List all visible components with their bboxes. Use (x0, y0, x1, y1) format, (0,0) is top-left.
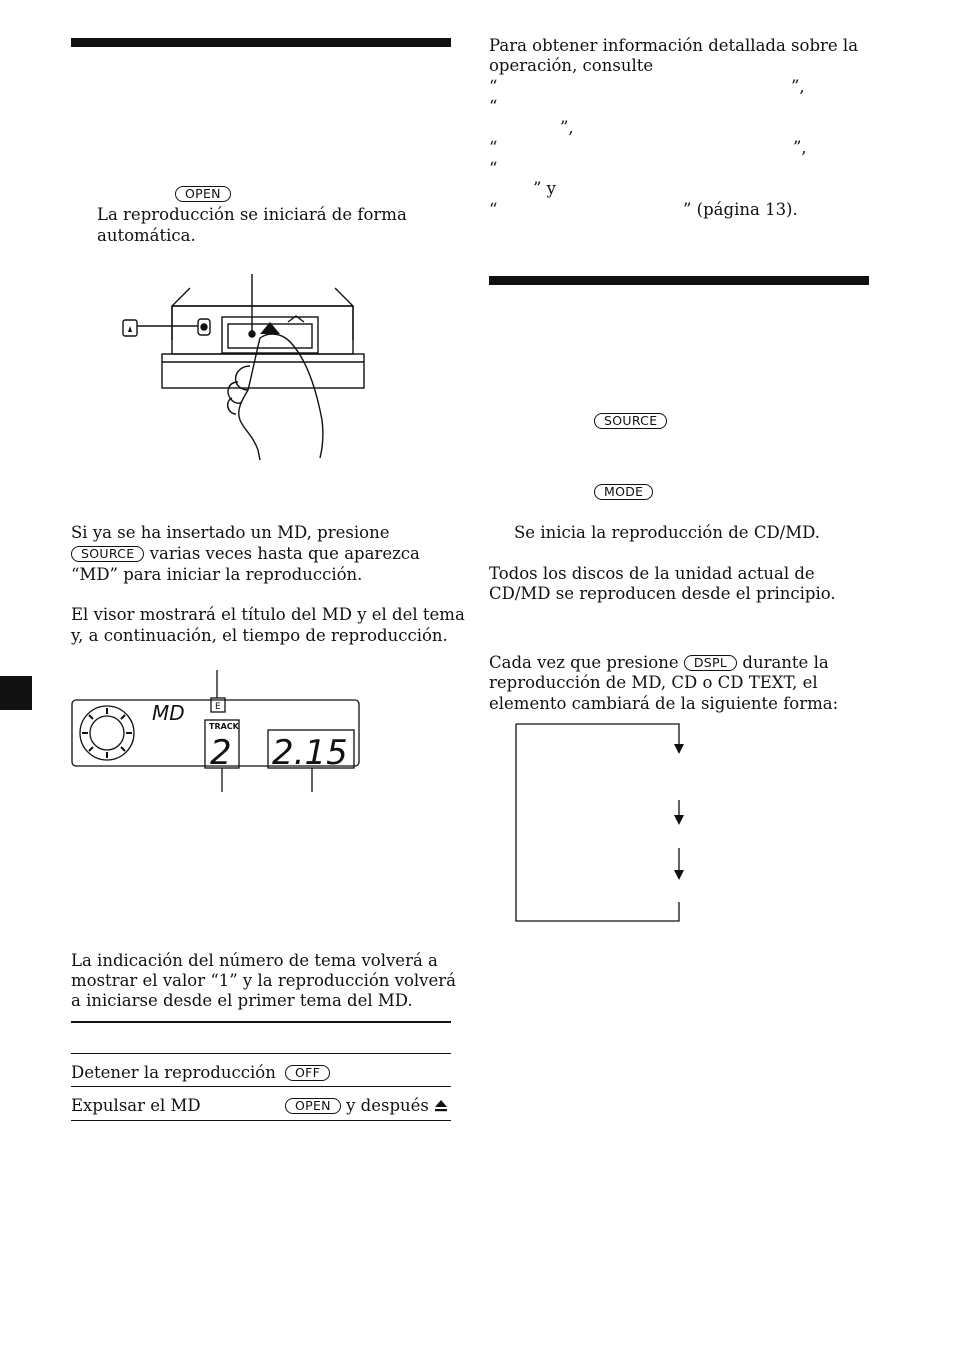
page-reference: ” (página 13). (683, 200, 798, 219)
track-reset-line3: a iniciarse desde el primer tema del MD. (71, 991, 413, 1010)
lcd-track-number: 2 (210, 733, 232, 773)
dspl-line1-b: durante la (742, 653, 829, 672)
dspl-line1-a: Cada vez que presione (489, 653, 679, 672)
inserted-line3: “MD” para iniciar la reproducción. (71, 565, 363, 584)
lcd-time: 2.15 (272, 733, 348, 773)
source-button-label-2[interactable]: SOURCE (594, 413, 667, 429)
inserted-line2-text: varias veces hasta que aparezca (149, 544, 420, 563)
off-button-label[interactable]: OFF (285, 1065, 330, 1081)
quote-close-4: ” y (533, 179, 557, 198)
info-line2: operación, consulte (489, 56, 654, 75)
display-line2: y, a continuación, el tiempo de reproducción. (71, 626, 448, 645)
md-insertion-illustration (110, 270, 380, 460)
all-discs-line1: Todos los discos de la unidad actual de (489, 564, 815, 583)
open-step (175, 184, 231, 205)
source-step (594, 411, 667, 432)
quote-close-3: ”, (793, 138, 807, 157)
cycle-arrow-2 (674, 815, 684, 825)
quote-open-2: “ (489, 97, 498, 116)
source-button-label[interactable]: SOURCE (71, 546, 144, 562)
track-reset-line2: mostrar el valor “1” y la reproducción volverá (71, 971, 456, 990)
inserted-line1: Si ya se ha insertado un MD, presione (71, 523, 390, 542)
section-header-bar (71, 38, 451, 47)
info-line1: Para obtener información detallada sobre la (489, 36, 859, 55)
all-discs-line2: CD/MD se reproducen desde el principio. (489, 584, 836, 603)
open-button-label[interactable]: OPEN (175, 186, 231, 202)
section-header-bar-2 (489, 276, 869, 285)
quote-open-3: “ (489, 138, 498, 157)
dspl-line3: elemento cambiará de la siguiente forma: (489, 694, 839, 713)
display-line1: El visor mostrará el título del MD y el del tema (71, 605, 465, 624)
mode-button-label[interactable]: MODE (594, 484, 653, 500)
eject-suffix: y después (346, 1096, 429, 1115)
eject-icon (434, 1098, 448, 1112)
side-tab-marker (0, 676, 32, 710)
lcd-display-illustration (70, 670, 370, 800)
open-button-label-2[interactable]: OPEN (285, 1098, 341, 1114)
lcd-source-label: MD (152, 701, 185, 725)
svg-text:E: E (215, 702, 221, 712)
autoplay-text-line1: La reproducción se iniciará de forma (97, 205, 407, 224)
dspl-line2: reproducción de MD, CD o CD TEXT, el (489, 673, 818, 692)
quote-open-1: “ (489, 77, 498, 96)
table-row-rule (71, 1086, 451, 1087)
quote-open-4: “ (489, 159, 498, 178)
track-reset-line1: La indicación del número de tema volverá a (71, 951, 438, 970)
table-row-eject-label: Expulsar el MD (71, 1096, 201, 1115)
table-row-stop-label: Detener la reproducción (71, 1063, 276, 1082)
inserted-line2 (71, 544, 420, 565)
quote-open-5: “ (489, 200, 498, 219)
display-cycle-diagram (510, 720, 690, 928)
cycle-arrow-1 (674, 744, 684, 754)
start-play-text: Se inicia la reproducción de CD/MD. (514, 523, 821, 542)
mode-step (594, 482, 653, 503)
lcd-track-label: TRACK (209, 722, 239, 731)
dspl-line1 (489, 653, 829, 674)
table-top-rule (71, 1021, 451, 1023)
table-row-stop-key (285, 1063, 330, 1084)
quote-close-1: ”, (791, 77, 805, 96)
table-row-eject-key (285, 1096, 448, 1117)
quote-close-2: ”, (560, 118, 574, 137)
autoplay-text-line2: automática. (97, 226, 196, 245)
cycle-arrow-3 (674, 870, 684, 880)
table-header-rule (71, 1053, 451, 1054)
table-bottom-rule (71, 1120, 451, 1121)
dspl-button-label[interactable]: DSPL (684, 655, 737, 671)
